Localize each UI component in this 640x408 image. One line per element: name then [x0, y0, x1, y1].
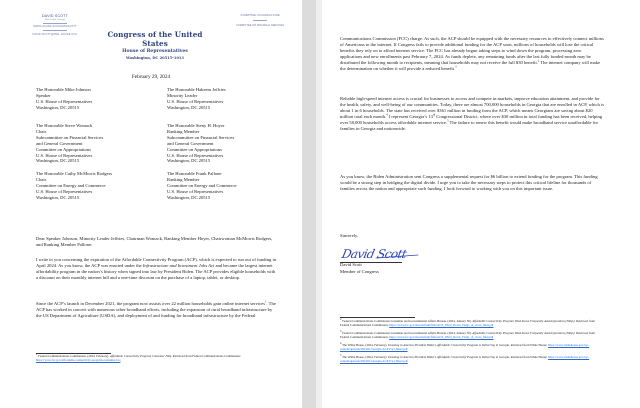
letterhead-subtitle: House of Representatives [122, 49, 188, 54]
recipient-line: Ranking Member [167, 128, 200, 134]
paragraph-text: and became the largest internet affordability program in the nation’s history when signed into law by President Biden. The ACP provides eligible households with a discount on their monthly internet bill and a one-time discount on the purchase of a laptop, tablet, or desktop. [36, 263, 276, 280]
document-page-1 [0, 0, 302, 408]
committee-agriculture: COMMITTEE ON AGRICULTURE [240, 14, 280, 17]
letterhead-member-name: DAVID SCOTT [41, 14, 69, 18]
recipient-line: The Honorable Frank Pallone [167, 171, 222, 176]
footnote-ref[interactable]: 1 [265, 300, 267, 304]
recipient-line: Speaker [36, 92, 51, 98]
footnote-text: The White House. (2024, February). [342, 343, 388, 348]
committee-financial-services: COMMITTEE ON FINANCIAL SERVICES [235, 23, 285, 27]
document-page-2 [322, 0, 640, 408]
recipient-line: Washington, DC 20515 [167, 104, 211, 110]
body-paragraph-4 [340, 96, 604, 132]
paragraph-text: The internet company will make the determination on whether it will provide a reduced benefit. [340, 60, 601, 71]
footnote-text: Federal Communications Commission Consumer and Governmental Affairs Bureau. (2024, January 30). [342, 319, 473, 324]
footnote-number: 2 [340, 318, 342, 321]
recipient-line: The Honorable Steve Womack [36, 123, 93, 128]
recipient-line: U.S. House of Representatives [167, 152, 224, 158]
letterhead-divider [43, 23, 67, 24]
recipient-line: Ranking Member [167, 176, 200, 182]
footnote-title: Investing in America President Biden's Affordable Connectivity Program is Delivering in Georgia [387, 355, 510, 360]
recipient-line: and General Government [36, 140, 83, 146]
body-paragraph-1 [36, 257, 276, 281]
recipient-line: The Honorable Steny H. Hoyer [167, 123, 225, 128]
recipient-block [36, 123, 103, 164]
footnote-number: 3 [340, 330, 342, 333]
recipient-line: Committee on Energy and Commerce [167, 182, 237, 188]
recipient-line: Subcommittee on Financial Services [36, 134, 104, 140]
footnote-text: The White House. (2024, February). [342, 355, 388, 360]
paragraph-text: Congressional District, where over $30 million in total funding has been received, helping over 58,000 households access affordable internet service. [340, 114, 603, 125]
signature: David Scott [340, 247, 408, 261]
footnote-separator [340, 317, 415, 318]
footnote-text: . Retrieved from Federal Communications Commission: [171, 354, 241, 359]
footnote-link[interactable]: https://www.whitehouse.gov/wp-content/uploads/2024/01/Georgia-ACP-Fact-Sheet.pdf [340, 355, 590, 363]
letterhead-divider [43, 30, 67, 31]
footnote-5 [340, 356, 604, 364]
footnote-ref[interactable]: 5 [447, 119, 449, 123]
letterhead-district: 13th District, Georgia [44, 18, 66, 21]
recipient-block [36, 171, 112, 201]
letterhead-website: WWW.HOUSE.GOV/DAVIDSCOTT [33, 25, 77, 29]
footnote-text: . Retrieved from White House: [509, 355, 549, 360]
footnote-number: 1 [36, 353, 38, 356]
footnote-text: . Retrieved from White House: [509, 343, 549, 348]
footnote-4 [340, 344, 604, 352]
recipient-line: Washington, DC 20515 [167, 158, 211, 164]
recipient-line: U.S. House of Representatives [36, 188, 93, 194]
footnote-1 [36, 355, 276, 363]
body-paragraph-2 [36, 301, 276, 319]
recipient-block [167, 171, 237, 201]
footnote-link[interactable]: https://www.whitehouse.gov/wp-content/uploads/2024/01/Georgia-ACP-Fact-Sheet.pdf [340, 343, 590, 351]
footnote-title: Affordable Connectivity Program Consumer FAQ [109, 354, 172, 359]
recipient-line: Subcommittee on Financial Services [167, 134, 235, 140]
footnote-title: Affordable Connectivity Program Wind-Down Frequently Asked Questions (FAQs) [472, 319, 575, 324]
footnote-text: . Retrieved from Federal Communications Commission: [340, 319, 595, 327]
recipient-block [167, 87, 226, 111]
footnote-link[interactable]: https://www.fcc.gov/sites/default/files/ACP_Wind_Down_FAQs_of_close_final.pdf [389, 334, 494, 339]
recipient-line: U.S. House of Representatives [167, 188, 224, 194]
footnote-3 [340, 332, 604, 340]
signer-title: Member of Congress [340, 269, 379, 274]
ordinal-suffix: th [432, 113, 436, 117]
footnote-title: Affordable Connectivity Program Wind-Down Frequently Asked Questions (FAQs) [472, 331, 575, 336]
recipient-line: Washington, DC 20515 [36, 104, 80, 110]
recipient-line: Committee on Energy and Commerce [36, 182, 106, 188]
body-paragraph-5: As you know, the Biden Administration sent Congress a supplemental request for $6 billion to extend funding for the program. This funding would be a strong step in bridging the digital divide. I urge you to take the necessary steps to protect this critical lifeline for thousands of families across the nation and appropriate such funding. I look forward to working with you on this important issue. [340, 174, 598, 191]
paragraph-text: I write to you concerning the expiration of the Affordable Connectivity Program (ACP), which is expected to run out of funding in April 2024. As you know, the ACP was enacted under the [36, 257, 277, 268]
recipient-line: Washington, DC 20515 [36, 194, 80, 200]
salutation: Dear Speaker Johnson, Minority Leader Jeffries, Chairman Womack, Ranking Member Hoyer, Chairwoman McMorris Rodgers, and Ranking Member Pallone: [36, 236, 273, 247]
footnote-link[interactable]: https://www.fcc.gov/affordable-connectivity-program-consumer-faq [36, 357, 121, 362]
recipient-line: and General Government [167, 140, 214, 146]
valediction: Sincerely, [340, 233, 359, 238]
recipient-line: Minority Leader [167, 92, 198, 98]
footnote-2 [340, 320, 604, 328]
letterhead-email: DAVID.SCOTT@MAIL.HOUSE.GOV [32, 32, 78, 36]
paragraph-text: Reliable high-speed internet access is crucial for businesses to access and compete in markets, improve education attainment, and provide for the health, safety, and well-being of our communities. Today, there are almost 700,000 households in Georgia that are enrolled in ACP, which is about 1 in 6 households. The state has received over $361 million in funding from the ACP, which means Georgians are saving about $20 million total each month. [340, 96, 605, 119]
letterhead-committees [232, 14, 288, 27]
recipient-line: U.S. House of Representatives [167, 98, 224, 104]
recipient-block [36, 87, 92, 111]
letterhead-member-block [20, 14, 90, 36]
paragraph-text: Communications Commission (FCC) charge. As such, the ACP should be equipped with the necessary resources to effectively connect millions of Americans to the internet. If Congress fails to provide additional funding for the ACP soon, millions of households will lose the critical benefits they rely on to afford internet service. The FCC has already begun taking steps to wind down the program, processing zero applications and new enrollments past February 7, 2024. As funds deplete, any remaining funds after the last fully funded month may be distributed the following month to recipients, meaning that households may not receive the full $30 benefit. [340, 36, 604, 65]
footnote-title: Investing in America President Biden's Affordable Connectivity Program is Delivering in Georgia [387, 343, 510, 348]
recipient-line: Committee on Appropriations [36, 146, 91, 152]
recipient-line: U.S. House of Representatives [36, 152, 93, 158]
footnote-text: . Retrieved from Federal Communications Commission: [340, 331, 595, 339]
recipient-line: Washington, DC 20515 [36, 158, 80, 164]
paragraph-text: The failure to renew this benefit would make broadband service unaffordable for families in Georgia and nationwide. [340, 120, 599, 131]
footnote-text: Federal Communications Commission. (2024, February). [38, 354, 110, 359]
letterhead-divider [253, 20, 267, 21]
footnote-ref[interactable]: 4 [386, 113, 388, 117]
recipient-line: U.S. House of Representatives [36, 98, 93, 104]
letter-date: February 29, 2024 [131, 74, 171, 80]
paragraph-text: Since the ACP’s launch in December 2021, the program now assists over 22 million households gain online internet services [36, 301, 266, 306]
letterhead-address: Washington, DC 20515–1013 [126, 55, 184, 60]
signature-flourish-stroke [376, 255, 418, 258]
footnote-number: 4 [340, 342, 342, 345]
recipient-block [167, 123, 234, 164]
footnote-link[interactable]: https://www.fcc.gov/sites/default/files/ACP_Wind_Down_FAQs_of_close_final.pdf [389, 322, 494, 327]
recipient-line: Chair [36, 128, 47, 134]
body-paragraph-3 [340, 36, 604, 72]
letterhead-title: Congress of the United States [107, 30, 203, 48]
letterhead-title-block [96, 30, 214, 60]
signer-name: David Scott [340, 262, 362, 267]
footnote-text: Federal Communications Commission Consumer and Governmental Affairs Bureau. (2024, January 30). [342, 331, 473, 336]
paragraph-text: I represent Georgia’s 13 [387, 114, 433, 119]
recipient-line: The Honorable Mike Johnson [36, 87, 91, 92]
paragraph-text: . The ACP has worked in concert with numerous other broadband efforts, including the expansion of rural broadband infrastructure by the US Department of Agriculture (USDA), and deployment of and funding for broadband infrastructure by the Federal [36, 301, 276, 318]
recipient-line: Chair [36, 176, 47, 182]
recipient-line: Washington, DC 20515 [167, 194, 211, 200]
act-name: Infrastructure and Investment Jobs Act [142, 263, 215, 268]
recipient-line: The Honorable Cathy McMorris Rodgers [36, 171, 113, 176]
footnote-number: 5 [340, 354, 342, 357]
recipient-line: The Honorable Hakeem Jeffries [167, 87, 226, 92]
footnote-ref[interactable]: 3 [455, 65, 457, 69]
footnote-ref[interactable]: 2 [537, 59, 540, 63]
recipient-line: Committee on Appropriations [167, 146, 222, 152]
